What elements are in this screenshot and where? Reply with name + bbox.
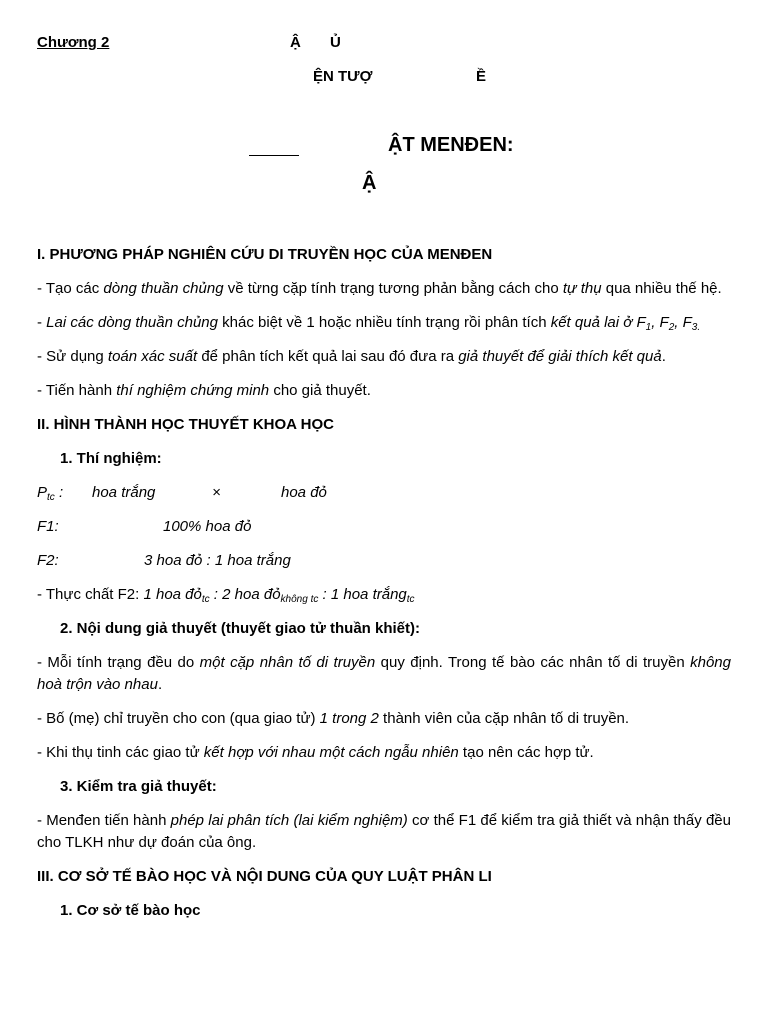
paragraph: - Mỗi tính trạng đều do một cặp nhân tố di truyền quy định. Trong tế bào các nhân tố di truyền không hoà trộn vào nhau. — [37, 654, 731, 693]
section-heading: III. CƠ SỞ TẾ BÀO HỌC VÀ NỘI DUNG CỦA QUY LUẬT PHÂN LI — [37, 868, 492, 885]
header-fragment: ỆN TƯỢ — [313, 68, 373, 85]
paragraph: - Thực chất F2: 1 hoa đỏ$_{tc}$ : 2 hoa đỏ$_{không tc}$ : 1 hoa trắng$_{tc}$ — [37, 586, 415, 605]
subsection-heading: 2. Nội dung giả thuyết (thuyết giao tử thuần khiết): — [60, 620, 421, 637]
header-fragment: Ề — [476, 68, 487, 85]
subsection-heading: 3. Kiểm tra giả thuyết: — [60, 778, 217, 795]
section-heading: I. PHƯƠNG PHÁP NGHIÊN CỨU DI TRUYỀN HỌC CỦA MENĐEN — [37, 246, 493, 263]
header-fragment: Ậ — [290, 34, 301, 51]
experiment-p-line: $P_{tc}$ : hoa trắng × hoa đỏ — [37, 484, 327, 503]
section-heading: II. HÌNH THÀNH HỌC THUYẾT KHOA HỌC — [37, 416, 334, 433]
paragraph: - Tiến hành thí nghiệm chứng minh cho giả thuyết. — [37, 382, 371, 399]
paragraph: - Bố (mẹ) chỉ truyền cho con (qua giao tử) 1 trong 2 thành viên của cặp nhân tố di truyền. — [37, 710, 630, 727]
paragraph: - Tạo các dòng thuần chủng về từng cặp tính trạng tương phản bằng cách cho tự thụ qua nhiều thế hệ. — [37, 280, 722, 297]
paragraph: - Khi thụ tinh các giao tử kết hợp với nhau một cách ngẫu nhiên tạo nên các hợp tử. — [37, 744, 594, 761]
paragraph: - Menđen tiến hành phép lai phân tích (lai kiểm nghiệm) cơ thể F1 để kiểm tra giả thiết và nhận thấy đều cho TLKH như dự đoán của ông. — [37, 812, 731, 851]
chapter-label: Chương 2 — [37, 34, 110, 51]
subsection-heading: 1. Cơ sở tế bào học — [60, 902, 201, 919]
paragraph: - Lai các dòng thuần chủng khác biệt về 1 hoặc nhiều tính trạng rồi phân tích kết quả lai ở $F_1$, $F_2$, $F_{3.}$ — [37, 314, 701, 333]
document-body — [37, 244, 731, 922]
experiment-f2-line: F2: 3 hoa đỏ : 1 hoa trắng — [37, 552, 291, 569]
experiment-f1-line: F1: 100% hoa đỏ — [37, 518, 252, 535]
header-fragment: Ủ — [330, 34, 341, 51]
subsection-heading: 1. Thí nghiệm: — [60, 450, 162, 467]
paragraph: - Sử dụng toán xác suất để phân tích kết quả lai sau đó đưa ra giả thuyết để giải thích kết quả. — [37, 348, 666, 365]
title-fragment: Ậ — [362, 172, 377, 194]
title-fragment: ẬT MENĐEN: — [388, 134, 514, 156]
title-underline — [249, 155, 299, 156]
